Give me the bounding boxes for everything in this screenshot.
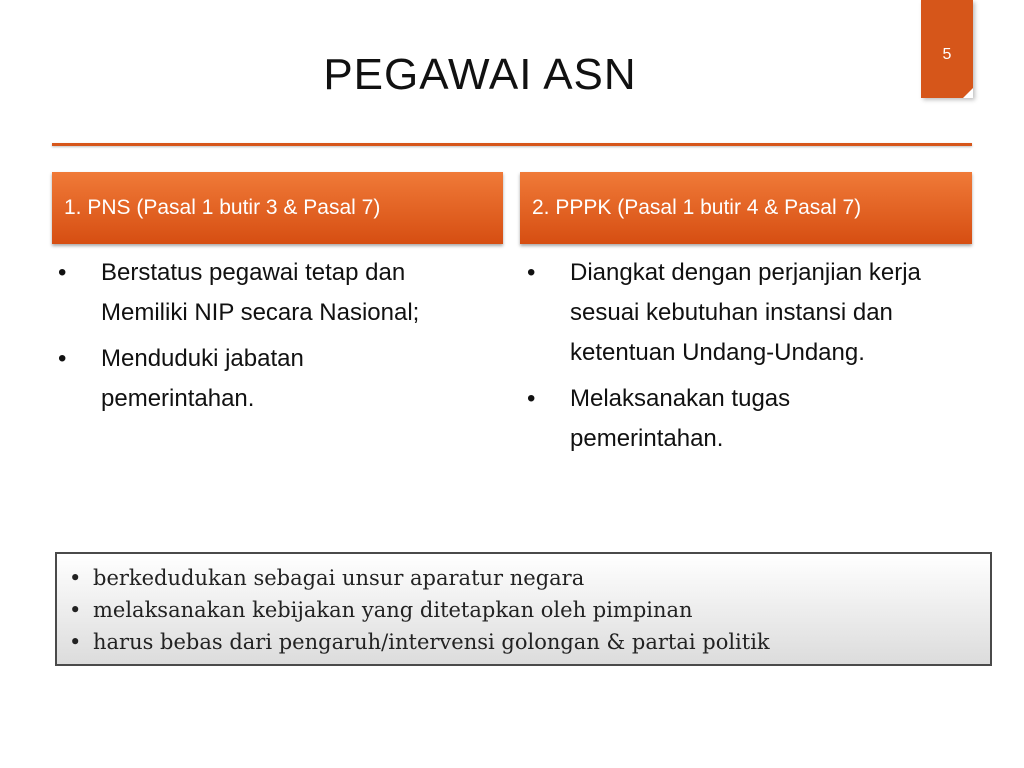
list-item	[69, 594, 982, 626]
slide-title: PEGAWAI ASN	[323, 50, 637, 99]
page-number-tab	[921, 0, 973, 98]
pppk-column-header: 2. PPPK (Pasal 1 butir 4 & Pasal 7)	[520, 172, 972, 244]
summary-text: harus bebas dari pengaruh/intervensi golongan & partai politik	[93, 630, 770, 654]
pppk-bullet-list	[527, 253, 927, 465]
bullet-icon: •	[69, 598, 82, 622]
summary-note-box	[55, 552, 992, 666]
summary-text: berkedudukan sebagai unsur aparatur negara	[93, 566, 585, 590]
bullet-text: Melaksanakan tugas pemerintahan.	[570, 385, 791, 452]
title-divider	[52, 143, 972, 146]
bullet-icon: •	[69, 566, 82, 590]
bullet-text: Diangkat dengan perjanjian kerja sesuai kebutuhan instansi dan ketentuan Undang-Undang.	[570, 259, 921, 366]
tab-fold-corner	[963, 88, 973, 98]
summary-list	[69, 562, 982, 658]
list-item	[527, 253, 927, 373]
list-item	[69, 562, 982, 594]
list-item	[69, 626, 982, 658]
list-item	[527, 379, 927, 459]
list-item	[58, 339, 458, 419]
page-number: 5	[942, 46, 952, 63]
list-item	[58, 253, 458, 333]
bullet-text: Berstatus pegawai tetap dan Memiliki NIP secara Nasional;	[101, 259, 420, 326]
bullet-icon: •	[527, 385, 536, 412]
bullet-icon: •	[58, 345, 67, 372]
summary-text: melaksanakan kebijakan yang ditetapkan oleh pimpinan	[93, 598, 693, 622]
pns-column-header: 1. PNS (Pasal 1 butir 3 & Pasal 7)	[52, 172, 503, 244]
bullet-icon: •	[527, 259, 536, 286]
bullet-icon: •	[58, 259, 67, 286]
bullet-icon: •	[69, 630, 82, 654]
bullet-text: Menduduki jabatan pemerintahan.	[101, 345, 304, 412]
pns-bullet-list	[58, 253, 458, 425]
